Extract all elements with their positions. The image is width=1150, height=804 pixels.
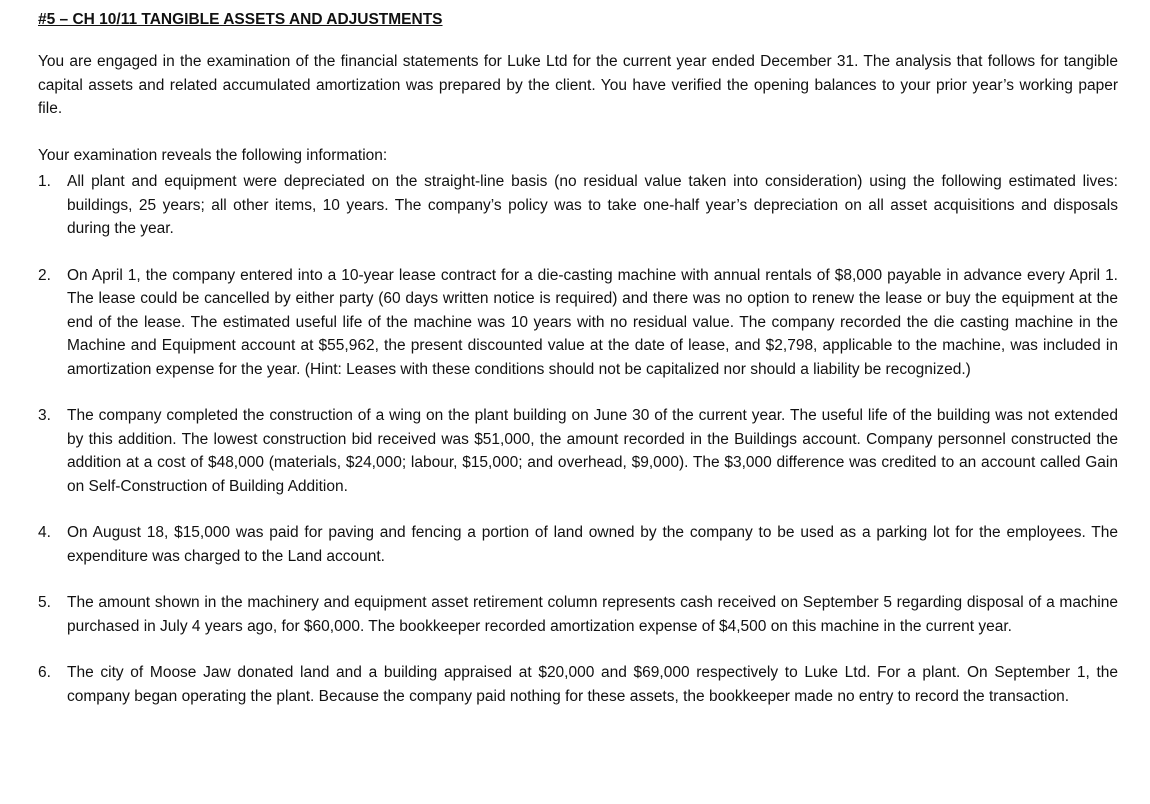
list-item-text: The company completed the construction of a wing on the plant building on June 30 of the current year. The useful life of the building was not extended by this addition. The lowest construction bid received was $51,000, the amount recorded in the Buildings account. Company personnel constructed the addition at a cost of $48,000 (materials, $24,000; labour, $15,000; and overhead, $9,000). The $3,000 difference was credited to an account called Gain on Self-Construction of Building Addition. (67, 407, 1118, 495)
document-heading: #5 – CH 10/11 TANGIBLE ASSETS AND ADJUSTMENTS (38, 11, 443, 28)
list-item-text: All plant and equipment were depreciated on the straight-line basis (no residual value taken into consideration) using the following estimated lives: buildings, 25 years; all other items, 10 years. The company’s policy was to take one-half year’s depreciation on all asset acquisitions and disposals during the year. (67, 173, 1118, 237)
list-item-text: The amount shown in the machinery and equipment asset retirement column represents cash received on September 5 regarding disposal of a machine purchased in July 4 years ago, for $60,000. The bookkeeper recorded amortization expense of $4,500 on this machine in the current year. (67, 594, 1118, 635)
list-item-number: 6. (38, 664, 51, 681)
list-item (38, 404, 1118, 498)
examination-lead-in: Your examination reveals the following information: (38, 146, 388, 164)
list-item-number: 2. (38, 266, 51, 284)
list-item (38, 170, 1118, 241)
list-item (38, 591, 1118, 638)
list-item-text: On April 1, the company entered into a 10-year lease contract for a die-casting machine with annual rentals of $8,000 payable in advance every April 1. The lease could be cancelled by either party (60 days written notice is required) and there was no option to renew the lease or buy the equipment at the end of the lease. The estimated useful life of the machine was 10 years with no residual value. The company recorded the die casting machine in the Machine and Equipment account at $55,962, the present discounted value at the date of lease, and $2,798, applicable to the machine, was included in amortization expense for the year. (Hint: Leases with these conditions should not be capitalized nor should a liability be recognized.) (67, 266, 1118, 378)
list-item-number: 3. (38, 407, 51, 424)
list-item-number: 5. (38, 594, 51, 611)
intro-paragraph: You are engaged in the examination of the financial statements for Luke Ltd for the current year ended December 31. The analysis that follows for tangible capital assets and related accumulated amortization was prepared by the client. You have verified the opening balances to your prior year’s working paper file. (38, 53, 1118, 117)
list-item-number: 1. (38, 173, 51, 190)
findings-list (38, 170, 1118, 708)
list-item-text: On August 18, $15,000 was paid for paving and fencing a portion of land owned by the company to be used as a parking lot for the employees. The expenditure was charged to the Land account. (67, 524, 1118, 565)
list-item-text: The city of Moose Jaw donated land and a building appraised at $20,000 and $69,000 respectively to Luke Ltd. For a plant. On September 1, the company began operating the plant. Because the company paid nothing for these assets, the bookkeeper made no entry to record the transaction. (67, 664, 1118, 705)
list-item (38, 264, 1118, 382)
list-item (38, 661, 1118, 708)
list-item (38, 521, 1118, 568)
list-item-number: 4. (38, 524, 51, 541)
